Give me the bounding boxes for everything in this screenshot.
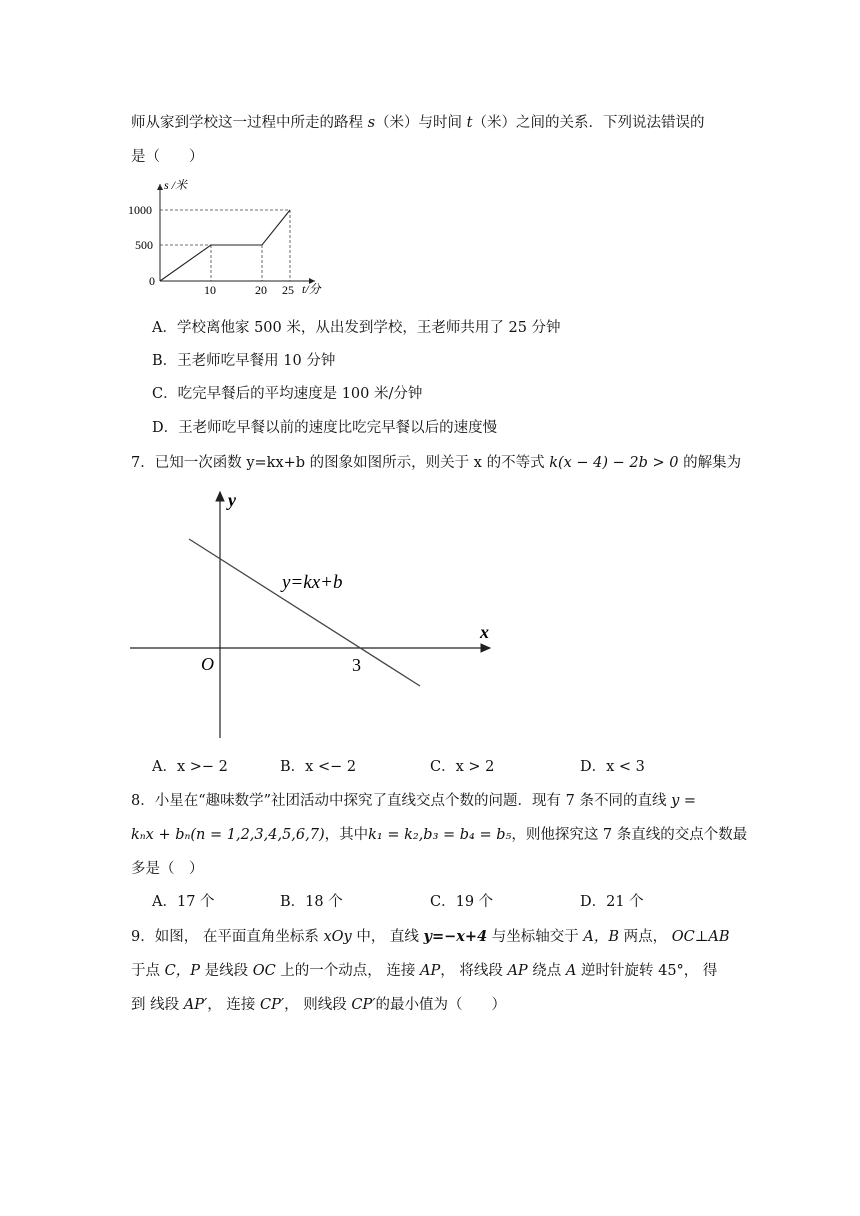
- q8-option-d[interactable]: D．21 个: [580, 894, 644, 910]
- q9-stem-line3: 到 线段 AP′， 连接 CP′， 则线段 CP′的最小值为（ ）: [131, 997, 506, 1013]
- q6-stem-line1: 师从家到学校这一过程中所走的路程 s（米）与时间 t（米）之间的关系．下列说法错误的: [131, 115, 705, 131]
- q9-stem-line1: 9．如图， 在平面直角坐标系 xOy 中， 直线 y=−x+4 与坐标轴交于 A，B 两点， OC⊥AB: [131, 928, 730, 945]
- q6-y-label: s /米: [164, 178, 188, 192]
- q6-x-label: t/分: [302, 282, 321, 296]
- q6-xtick-20: 20: [255, 283, 267, 297]
- q8-stem-line2: kₙx + bₙ(n = 1,2,3,4,5,6,7)，其中k₁ = k₂,b₃ = b₄ = b₅，则他探究这 7 条直线的交点个数最: [131, 827, 748, 843]
- q9-stem-line2: 于点 C，P 是线段 OC 上的一个动点， 连接 AP， 将线段 AP 绕点 A 逆时针旋转 45°， 得: [131, 963, 718, 979]
- q6-xtick-25: 25: [282, 283, 294, 297]
- q7-origin-label: O: [201, 654, 214, 674]
- q7-stem: 7．已知一次函数 y=kx+b 的图象如图所示，则关于 x 的不等式 k(x − 4) − 2b > 0 的解集为: [131, 455, 742, 471]
- q6-option-d[interactable]: D．王老师吃早餐以前的速度比吃完早餐以后的速度慢: [152, 420, 498, 436]
- q8-option-a[interactable]: A．17 个: [152, 894, 215, 910]
- q7-intercept-label: 3: [352, 655, 361, 675]
- q8-stem-line1: 8．小星在“趣味数学”社团活动中探究了直线交点个数的问题．现有 7 条不同的直线 y =: [131, 793, 697, 809]
- q8-stem-line3: 多是（ ）: [131, 861, 204, 877]
- q6-distance-time-graph: [120, 172, 350, 302]
- q7-option-d[interactable]: D．x < 3: [580, 759, 645, 775]
- q7-x-axis-label: x: [480, 622, 489, 642]
- q7-function-line: [189, 539, 420, 686]
- q7-option-c[interactable]: C．x > 2: [430, 759, 495, 775]
- q6-option-c[interactable]: C．吃完早餐后的平均速度是 100 米/分钟: [152, 386, 423, 402]
- q6-option-a[interactable]: A．学校离他家 500 米，从出发到学校，王老师共用了 25 分钟: [152, 320, 561, 336]
- q6-origin: 0: [149, 274, 155, 288]
- q7-line-label: y=kx+b: [282, 572, 343, 593]
- q6-option-b[interactable]: B．王老师吃早餐用 10 分钟: [152, 353, 336, 369]
- q6-ytick-1000: 1000: [128, 203, 152, 217]
- q7-option-b[interactable]: B．x <− 2: [280, 759, 357, 775]
- q6-ytick-500: 500: [135, 238, 153, 252]
- q8-option-b[interactable]: B．18 个: [280, 894, 343, 910]
- q6-stem-line2: 是（ ）: [131, 149, 204, 165]
- q6-xtick-10: 10: [204, 283, 216, 297]
- q8-option-c[interactable]: C．19 个: [430, 894, 494, 910]
- q6-distance-line: [160, 210, 290, 281]
- q7-linear-function-graph: [128, 484, 498, 744]
- q7-y-axis-label: y: [228, 490, 236, 510]
- q7-option-a[interactable]: A．x >− 2: [152, 759, 228, 775]
